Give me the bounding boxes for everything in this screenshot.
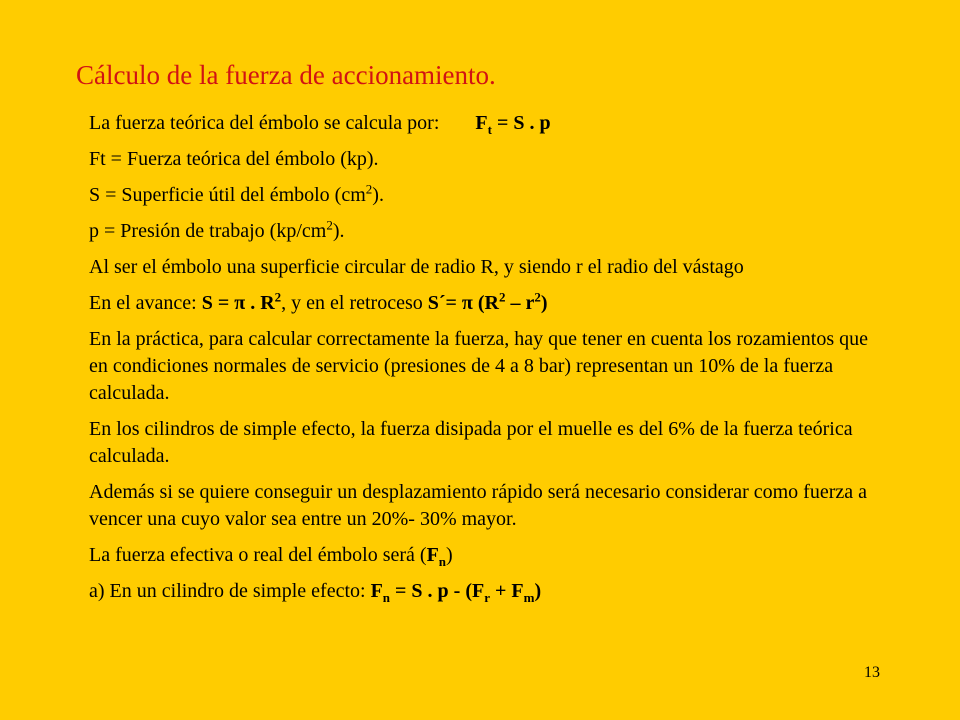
page-number: 13 (864, 664, 880, 681)
simple-efecto-paragraph: En los cilindros de simple efecto, la fuerza disipada por el muelle es del 6% de la fuerza teórica calculada. (89, 418, 853, 467)
slide-body (89, 110, 889, 614)
fuerza-efectiva-line: La fuerza efectiva o real del émbolo será $(F_n)$ (89, 544, 453, 569)
intro-formula: $F_t = S$ . p (475, 112, 551, 137)
practica-paragraph: En la práctica, para calcular correctamente la fuerza, hay que tener en cuenta los rozamientos que en condiciones normales de servicio (presiones de 4 a 8 bar) representan un 10% de la fuerza calculada. (89, 328, 869, 404)
intro-text: La fuerza teórica del émbolo se calcula por: (89, 112, 440, 134)
p-definition: p = Presión de trabajo $(kp/cm^2)$. (89, 217, 345, 242)
simple-efecto-formula-line: a) En un cilindro de simple efecto: $F_n = S$ . $p - (F_r + F_m)$ (89, 580, 542, 605)
ft-definition: Ft = Fuerza teórica del émbolo (kp). (89, 148, 379, 170)
s-definition: S = Superficie útil del émbolo $(cm^2)$. (89, 181, 384, 206)
avance-retroceso-line: En el avance: S = π . $R^2$, y en el retroceso S´= π $(R^2 - r^2)$ (89, 289, 548, 314)
intro-line (89, 110, 889, 137)
rapido-paragraph: Además si se quiere conseguir un desplazamiento rápido será necesario considerar como fuerza a vencer una cuyo valor sea entre un 20%- 30% mayor. (89, 481, 868, 530)
slide-title: Cálculo de la fuerza de accionamiento. (76, 60, 496, 90)
circular-surface-line: Al ser el émbolo una superficie circular de radio R, y siendo r el radio del vástago (89, 256, 744, 278)
